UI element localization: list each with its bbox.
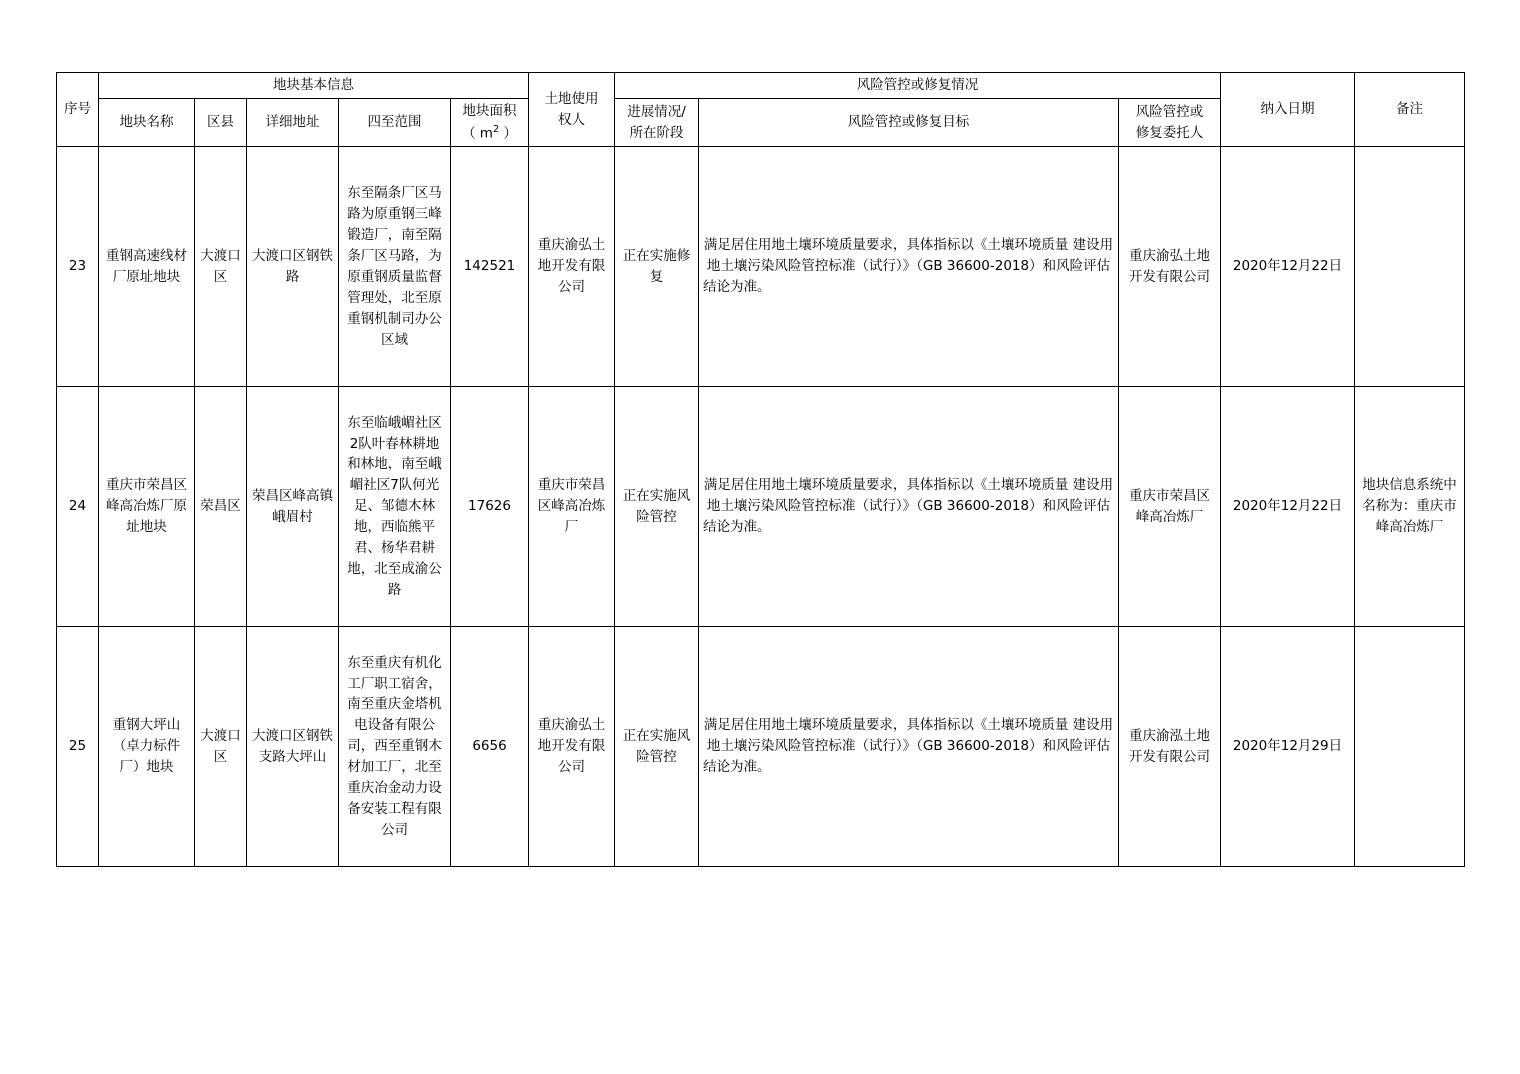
table-header-row-top: [57, 73, 1465, 99]
cell-range: 东至隔条厂区马路为原重钢三峰锻造厂，南至隔条厂区马路，为原重钢质量监督管理处，北至原重钢机制司办公区域: [339, 147, 451, 387]
header-remark: 备注: [1355, 73, 1465, 147]
cell-area: 6656: [451, 627, 529, 867]
header-entrust-line1: 风险管控或: [1135, 103, 1204, 120]
header-address: 详细地址: [247, 98, 339, 146]
header-area-line1: 地块面积: [462, 102, 517, 119]
header-stage: [615, 98, 699, 146]
cell-remark: [1355, 147, 1465, 387]
table-row: [57, 627, 1465, 867]
cell-stage: 正在实施风险管控: [615, 627, 699, 867]
cell-name: 重庆市荣昌区峰高冶炼厂原址地块: [99, 387, 195, 627]
land-parcel-table: [56, 72, 1465, 867]
cell-range: 东至临峨嵋社区2队叶春林耕地和林地，南至峨嵋社区7队何光足、邹德木林地，西临熊平君、杨华君耕地，北至成渝公路: [339, 387, 451, 627]
cell-date: 2020年12月22日: [1221, 387, 1355, 627]
table-body: [57, 147, 1465, 867]
cell-address: 大渡口区钢铁路: [247, 147, 339, 387]
header-stage-line2: 所在阶段: [629, 124, 684, 141]
header-owner: [529, 73, 615, 147]
header-owner-line1: 土地使用: [544, 90, 599, 107]
cell-owner: 重庆渝弘土地开发有限公司: [529, 147, 615, 387]
cell-district: 荣昌区: [195, 387, 247, 627]
cell-owner: 重庆市荣昌区峰高冶炼厂: [529, 387, 615, 627]
cell-name: 重钢高速线材厂原址地块: [99, 147, 195, 387]
cell-range: 东至重庆有机化工厂职工宿舍，南至重庆金塔机电设备有限公司，西至重钢木材加工厂，北至重庆冶金动力设备安装工程有限公司: [339, 627, 451, 867]
cell-date: 2020年12月22日: [1221, 147, 1355, 387]
cell-entrust: 重庆渝泓土地开发有限公司: [1119, 627, 1221, 867]
cell-stage: 正在实施修复: [615, 147, 699, 387]
cell-name: 重钢大坪山（卓力标件厂）地块: [99, 627, 195, 867]
header-area-line2: （ $m^2$ ）: [461, 123, 518, 142]
cell-goal: 满足居住用地土壤环境质量要求，具体指标以《土壤环境质量 建设用地土壤污染风险管控标准（试行）》（GB 36600-2018）和风险评估结论为准。: [699, 147, 1119, 387]
header-owner-line2: 权人: [558, 111, 585, 128]
cell-seq: 23: [57, 147, 99, 387]
header-entrust-line2: 修复委托人: [1135, 124, 1204, 141]
cell-goal: 满足居住用地土壤环境质量要求，具体指标以《土壤环境质量 建设用地土壤污染风险管控标准（试行）》（GB 36600-2018）和风险评估结论为准。: [699, 387, 1119, 627]
cell-owner: 重庆渝弘土地开发有限公司: [529, 627, 615, 867]
cell-area: 17626: [451, 387, 529, 627]
cell-entrust: 重庆市荣昌区峰高冶炼厂: [1119, 387, 1221, 627]
header-seq: 序号: [57, 73, 99, 147]
table-header: [57, 73, 1465, 147]
cell-address: 大渡口区钢铁支路大坪山: [247, 627, 339, 867]
header-area: [451, 98, 529, 146]
cell-goal: 满足居住用地土壤环境质量要求，具体指标以《土壤环境质量 建设用地土壤污染风险管控标准（试行）》（GB 36600-2018）和风险评估结论为准。: [699, 627, 1119, 867]
table-row: [57, 387, 1465, 627]
cell-date: 2020年12月29日: [1221, 627, 1355, 867]
cell-district: 大渡口区: [195, 147, 247, 387]
cell-stage: 正在实施风险管控: [615, 387, 699, 627]
header-range: 四至范围: [339, 98, 451, 146]
cell-entrust: 重庆渝弘土地开发有限公司: [1119, 147, 1221, 387]
header-goal: 风险管控或修复目标: [699, 98, 1119, 146]
header-name: 地块名称: [99, 98, 195, 146]
table-row: [57, 147, 1465, 387]
header-district: 区县: [195, 98, 247, 146]
cell-remark: [1355, 627, 1465, 867]
header-date: 纳入日期: [1221, 73, 1355, 147]
header-group-risk: 风险管控或修复情况: [615, 73, 1221, 99]
cell-seq: 24: [57, 387, 99, 627]
cell-address: 荣昌区峰高镇峨眉村: [247, 387, 339, 627]
cell-area: 142521: [451, 147, 529, 387]
cell-district: 大渡口区: [195, 627, 247, 867]
cell-seq: 25: [57, 627, 99, 867]
cell-remark: 地块信息系统中名称为：重庆市峰高冶炼厂: [1355, 387, 1465, 627]
header-entrust: [1119, 98, 1221, 146]
header-group-basic: 地块基本信息: [99, 73, 529, 99]
header-stage-line1: 进展情况/: [627, 103, 686, 120]
